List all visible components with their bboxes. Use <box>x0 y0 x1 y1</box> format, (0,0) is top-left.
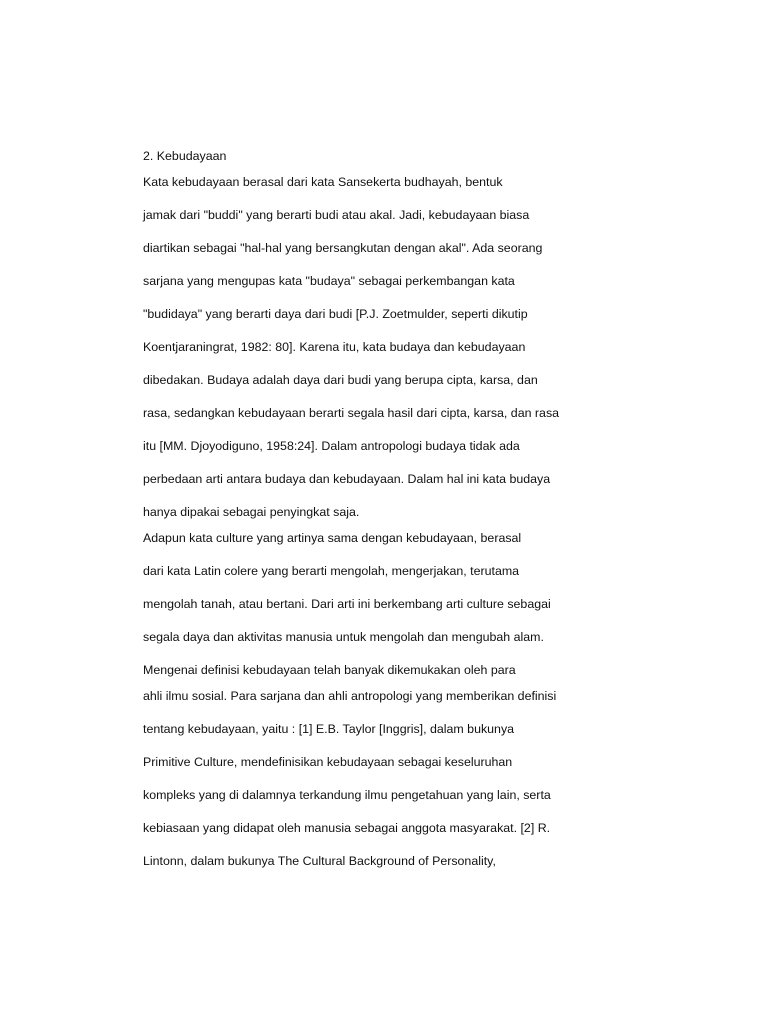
text-line: kompleks yang di dalamnya terkandung ilmu pengetahuan yang lain, serta <box>143 788 551 802</box>
text-line: rasa, sedangkan kebudayaan berarti segala hasil dari cipta, karsa, dan rasa <box>143 406 560 420</box>
text-line: tentang kebudayaan, yaitu : [1] E.B. Taylor [Inggris], dalam bukunya <box>143 722 515 736</box>
document-body <box>143 145 583 883</box>
text-line: perbedaan arti antara budaya dan kebudayaan. Dalam hal ini kata budaya <box>143 472 551 486</box>
text-line: sarjana yang mengupas kata "budaya" sebagai perkembangan kata <box>143 274 515 288</box>
text-line: diartikan sebagai "hal-hal yang bersangkutan dengan akal". Ada seorang <box>143 241 543 255</box>
text-line: "budidaya" yang berarti daya dari budi [P.J. Zoetmulder, seperti dikutip <box>143 307 528 321</box>
section-heading: 2. Kebudayaan <box>143 149 227 163</box>
text-line: mengolah tanah, atau bertani. Dari arti ini berkembang arti culture sebagai <box>143 597 551 611</box>
text-line: ahli ilmu sosial. Para sarjana dan ahli antropologi yang memberikan definisi <box>143 689 557 703</box>
text-line: Lintonn, dalam bukunya The Cultural Background of Personality, <box>143 854 496 868</box>
text-line: segala daya dan aktivitas manusia untuk mengolah dan mengubah alam. <box>143 630 544 644</box>
text-line: dibedakan. Budaya adalah daya dari budi yang berupa cipta, karsa, dan <box>143 373 538 387</box>
text-line: Mengenai definisi kebudayaan telah banyak dikemukakan oleh para <box>143 663 516 677</box>
text-line: jamak dari "buddi" yang berarti budi atau akal. Jadi, kebudayaan biasa <box>143 208 530 222</box>
text-line: Kata kebudayaan berasal dari kata Sansekerta budhayah, bentuk <box>143 175 503 189</box>
text-line: hanya dipakai sebagai penyingkat saja. <box>143 505 360 519</box>
text-line: Primitive Culture, mendefinisikan kebudayaan sebagai keseluruhan <box>143 755 513 769</box>
text-line: Adapun kata culture yang artinya sama dengan kebudayaan, berasal <box>143 531 522 545</box>
text-line: itu [MM. Djoyodiguno, 1958:24]. Dalam antropologi budaya tidak ada <box>143 439 520 453</box>
text-line: kebiasaan yang didapat oleh manusia sebagai anggota masyarakat. [2] R. <box>143 821 551 835</box>
text-line: Koentjaraningrat, 1982: 80]. Karena itu, kata budaya dan kebudayaan <box>143 340 526 354</box>
text-line: dari kata Latin colere yang berarti mengolah, mengerjakan, terutama <box>143 564 520 578</box>
